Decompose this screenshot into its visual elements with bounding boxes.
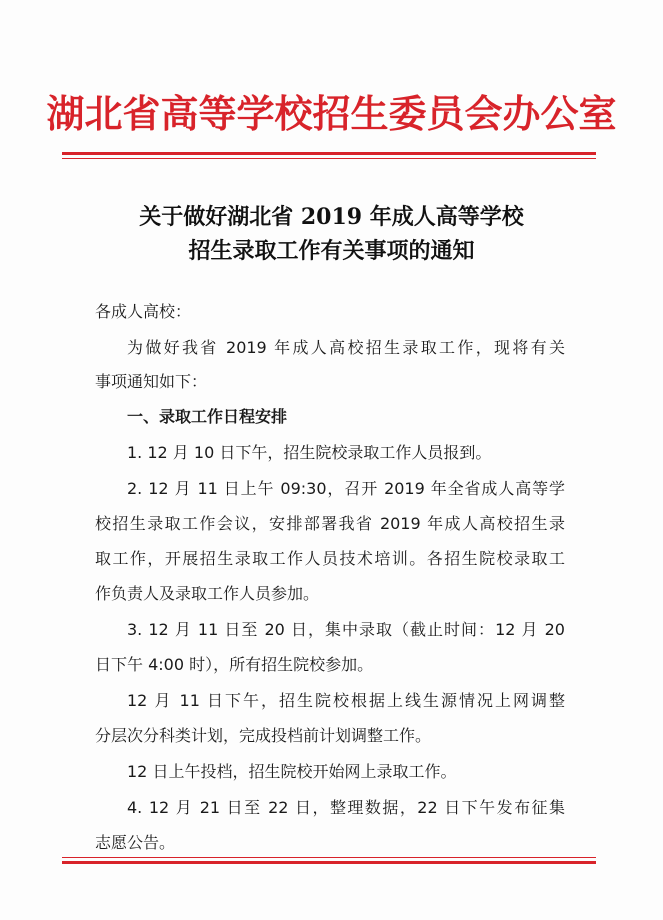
letterhead-rule-thin	[62, 158, 596, 159]
item-3-line-2: 日下午 4:00 时），所有招生院校参加。	[95, 655, 374, 674]
item-4-line-2: 志愿公告。	[95, 833, 176, 852]
intro-line-1: 为做好我省 2019 年成人高校招生录取工作，现将有关	[127, 338, 565, 357]
item-1: 1. 12 月 10 日下午，招生院校录取工作人员报到。	[127, 443, 492, 462]
salutation: 各成人高校：	[95, 302, 192, 321]
item-2-line-2: 校招生录取工作会议，安排部署我省 2019 年成人高校招生录	[95, 514, 565, 533]
notice-title	[0, 200, 663, 268]
item-3-sub1-line-2: 分层次分科类计划，完成投档前计划调整工作。	[95, 726, 432, 745]
item-4-line-1: 4. 12 月 21 日至 22 日，整理数据，22 日下午发布征集	[127, 798, 565, 817]
footer-rule-thick	[62, 861, 596, 864]
item-2-line-3: 取工作，开展招生录取工作人员技术培训。各招生院校录取工	[95, 549, 565, 568]
item-3-sub2: 12 日上午投档，招生院校开始网上录取工作。	[127, 762, 457, 781]
notice-title-line-2: 招生录取工作有关事项的通知	[188, 238, 475, 264]
footer-rule-thin	[62, 857, 596, 858]
item-2-line-1: 2. 12 月 11 日上午 09:30，召开 2019 年全省成人高等学	[127, 479, 565, 498]
item-2-line-4: 作负责人及录取工作人员参加。	[95, 584, 320, 603]
item-3-line-1: 3. 12 月 11 日至 20 日，集中录取（截止时间：12 月 20	[127, 620, 565, 639]
section-heading: 一、录取工作日程安排	[127, 407, 288, 426]
notice-title-line-1: 关于做好湖北省 2019 年成人高等学校	[139, 204, 524, 230]
letterhead-rule-thick	[62, 152, 596, 155]
org-letterhead-title: 湖北省高等学校招生委员会办公室	[46, 91, 617, 136]
intro-line-2: 事项通知如下：	[95, 372, 208, 391]
item-3-sub1-line-1: 12 月 11 日下午，招生院校根据上线生源情况上网调整	[127, 691, 565, 710]
